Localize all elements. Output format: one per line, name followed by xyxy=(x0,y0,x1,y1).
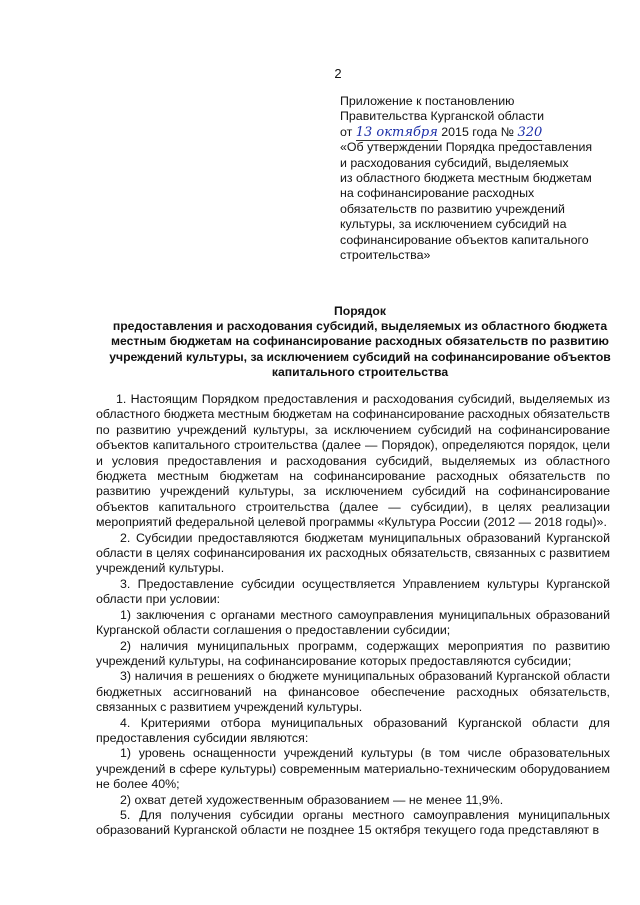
appendix-date-line xyxy=(340,125,610,140)
title-line: учреждений культуры, за исключением субсидий на софинансирование объектов xyxy=(109,349,611,364)
handwritten-number: 320 xyxy=(517,124,543,140)
appendix-block xyxy=(340,94,610,263)
appendix-quote-line: «Об утверждении Порядка предоставления xyxy=(340,140,593,155)
appendix-line-1: Приложение к постановлению xyxy=(340,94,515,108)
appendix-quote-line: строительства» xyxy=(340,248,431,263)
title-heading: Порядок xyxy=(334,304,386,318)
appendix-quote-line: на софинансирование расходных xyxy=(340,186,535,201)
paragraph-4-item-1: 1) уровень оснащенности учреждений культуры (в том числе образовательных учреждений в сфере культуры) современным материально-техническим оборудованием не более 40%; xyxy=(96,746,610,792)
title-line: предоставления и расходования субсидий, выделяемых из областного бюджета xyxy=(112,319,608,334)
title-line: капитального строительства xyxy=(271,364,449,379)
appendix-quote-line: культуры, за исключением субсидий на xyxy=(340,217,567,232)
document-title xyxy=(96,304,624,380)
year-text: 2015 года № xyxy=(441,124,514,139)
appendix-quote-line: из областного бюджета местным бюджетам xyxy=(340,171,592,186)
paragraph-4-item-2: 2) охват детей художественным образованием — не менее 11,9%. xyxy=(120,792,504,807)
handwritten-date: 13 октября xyxy=(355,124,438,140)
paragraph-3-item-1: 1) заключения с органами местного самоуправления муниципальных образований Курганской области соглашения о предоставлении субсидии; xyxy=(96,607,610,638)
paragraph-2: 2. Субсидии предоставляются бюджетам муниципальных образований Курганской области в целях софинансирования их расходных обязательств, связанных с развитием учреждений культуры. xyxy=(96,530,610,576)
paragraph-3-item-3: 3) наличия в решениях о бюджете муниципальных образований Курганской области бюджетных ассигнований на финансовое обеспечение расходных обязательств, связанных с развитием учреждений культуры. xyxy=(96,669,610,715)
paragraph-3-item-2: 2) наличия муниципальных программ, содержащих мероприятия по развитию учреждений культуры, на софинансирование которых предоставляются субсидии; xyxy=(96,638,610,668)
paragraph-3: 3. Предоставление субсидии осуществляется Управлением культуры Курганской области при условии: xyxy=(96,576,610,607)
paragraph-5: 5. Для получения субсидии органы местного самоуправления муниципальных образований Курганской области не позднее 15 октября текущего года представляют в xyxy=(96,807,610,838)
appendix-quote-line: и расходования субсидий, выделяемых xyxy=(340,155,569,170)
title-line: местным бюджетам на софинансирование расходных обязательств по развитию xyxy=(111,334,609,349)
appendix-quote-line: софинансирование объектов капитального xyxy=(340,232,589,247)
paragraph-1: 1. Настоящим Порядком предоставления и расходования субсидий, выделяемых из областного бюджета местным бюджетам на софинансирование расходных обязательств по развитию учреждений культуры, за исключением субсидий на софинансирование объектов капитального строительства (далее — Порядок), определяются порядок, цели и условия предоставления и расходования субсидий, выделяемых из областного бюджета местным бюджетам на софинансирование расходных обязательств по развитию учреждений культуры, за исключением субсидий на софинансирование объектов капитального строительства (далее — субсидии), в целях реализации мероприятий федеральной целевой программы «Культура России (2012 — 2018 годы)». xyxy=(96,392,610,530)
page-number: 2 xyxy=(334,66,342,81)
paragraph-4: 4. Критериями отбора муниципальных образований Курганской области для предоставления субсидии являются: xyxy=(96,715,610,745)
date-prefix: от xyxy=(340,124,353,139)
document-body xyxy=(96,392,610,839)
appendix-quote-line: обязательств по развитию учреждений xyxy=(340,201,565,216)
appendix-line-2: Правительства Курганской области xyxy=(340,109,545,124)
